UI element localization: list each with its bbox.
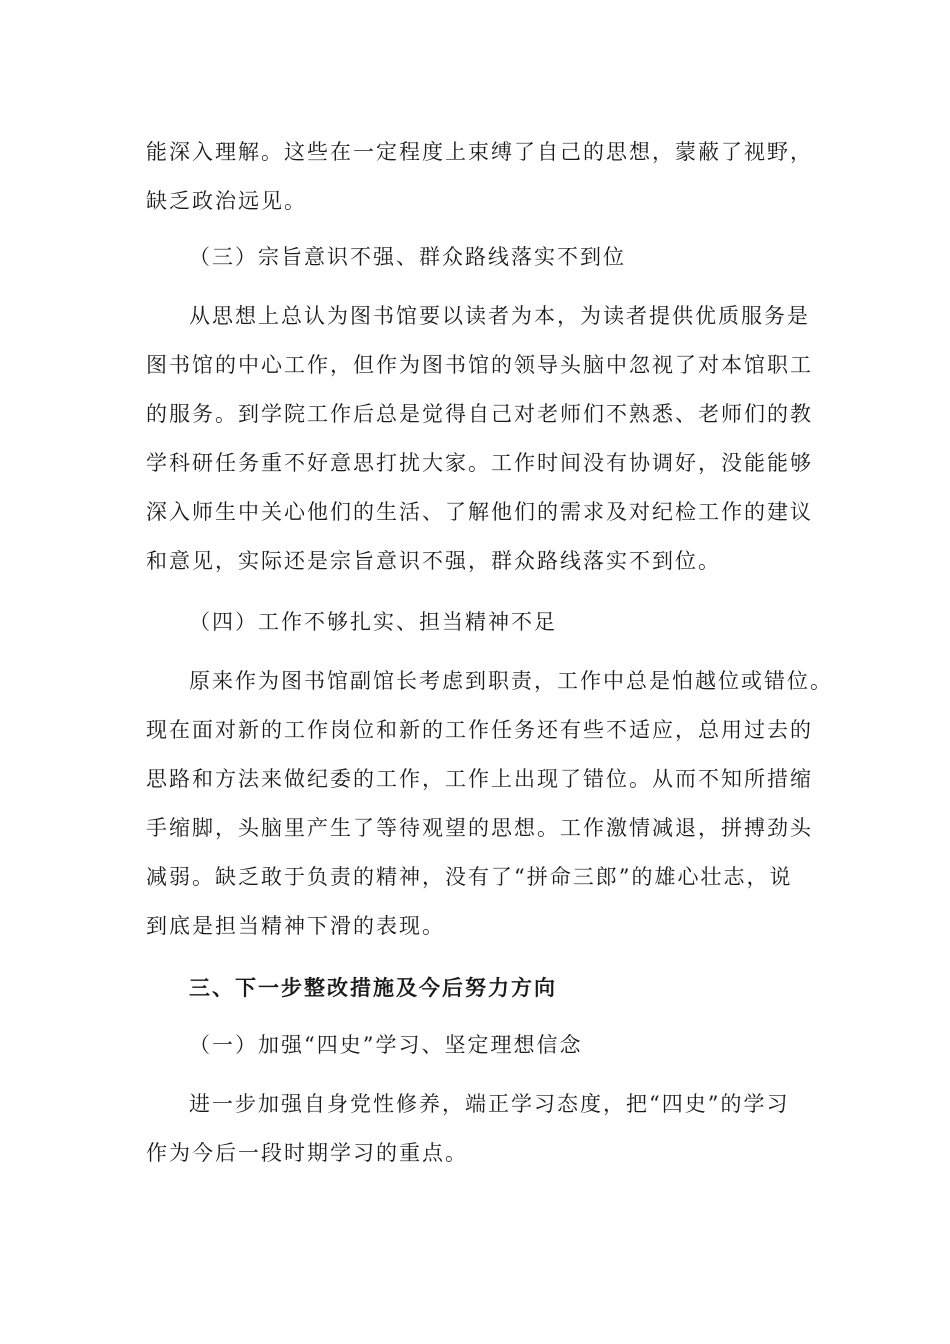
text-line: 深入师生中关心他们的生活、了解他们的需求及对纪检工作的建议 <box>146 500 813 524</box>
text-line: 作为今后一段时期学习的重点。 <box>146 1141 468 1165</box>
paragraph-5 <box>146 1080 806 1178</box>
text-line: 到底是担当精神下滑的表现。 <box>146 914 445 938</box>
text-line: 的服务。到学院工作后总是觉得自己对老师们不熟悉、老师们的教 <box>146 402 813 426</box>
subheading-4 <box>146 598 849 647</box>
text-line: 和意见，实际还是宗旨意识不强，群众路线落实不到位。 <box>146 549 721 573</box>
text-line: 原来作为图书馆副馆长考虑到职责，工作中总是怕越位或错位。 <box>189 669 833 693</box>
text-line: 能深入理解。这些在一定程度上束缚了自己的思想，蒙蔽了视野， <box>146 140 813 164</box>
subheading-text: （三）宗旨意识不强、群众路线落实不到位 <box>189 245 626 269</box>
subheading-3 <box>146 233 849 282</box>
paragraph-tail <box>146 128 813 226</box>
text-line: 图书馆的中心工作，但作为图书馆的领导头脑中忽视了对本馆职工 <box>146 353 813 377</box>
text-line: 减弱。缺乏敢于负责的精神，没有了“拼命三郎”的雄心壮志，说 <box>146 865 793 889</box>
subheading-1 <box>146 1021 849 1070</box>
text-line: 缺乏政治远见。 <box>146 189 307 213</box>
subheading-text: （四）工作不够扎实、担当精神不足 <box>189 610 557 634</box>
text-line: 进一步加强自身党性修养，端正学习态度，把“四史”的学习 <box>189 1092 790 1116</box>
heading-text: 三、下一步整改措施及今后努力方向 <box>189 975 557 1000</box>
paragraph-4 <box>146 657 833 951</box>
subheading-text: （一）加强“四史”学习、坚定理想信念 <box>189 1033 583 1057</box>
text-line: 现在面对新的工作岗位和新的工作任务还有些不适应，总用过去的 <box>146 718 813 742</box>
text-line: 手缩脚，头脑里产生了等待观望的思想。工作激情减退，拼搏劲头 <box>146 816 813 840</box>
text-line: 学科研任务重不好意思打扰大家。工作时间没有协调好，没能能够 <box>146 451 813 475</box>
text-line: 思路和方法来做纪委的工作，工作上出现了错位。从而不知所措缩 <box>146 767 813 791</box>
section-heading-3 <box>146 963 849 1012</box>
text-line: 从思想上总认为图书馆要以读者为本，为读者提供优质服务是 <box>189 304 810 328</box>
paragraph-3 <box>146 292 813 586</box>
